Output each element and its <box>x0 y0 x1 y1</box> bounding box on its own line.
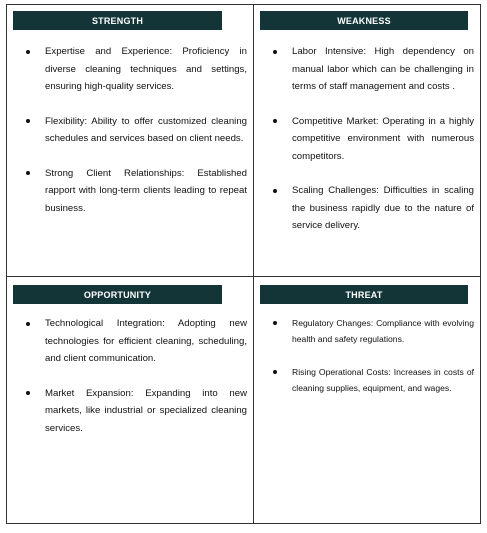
opportunity-header: OPPORTUNITY <box>13 285 222 304</box>
bullet-icon <box>273 321 277 325</box>
list-item-text: Market Expansion: Expanding into new markets, like industrial or specialized cleaning services. <box>45 387 247 434</box>
list-item <box>272 315 474 347</box>
bullet-icon <box>26 119 30 123</box>
list-item-text: Technological Integration: Adopting new technologies for efficient cleaning, scheduling, and client communication. <box>45 318 247 364</box>
weakness-quadrant <box>254 5 480 277</box>
weakness-header: WEAKNESS <box>260 11 468 30</box>
list-item-text: Competitive Market: Operating in a highly competitive environment with numerous competitors. <box>292 115 474 162</box>
bullet-icon <box>26 171 30 175</box>
list-item-text: Regulatory Changes: Compliance with evolving health and safety regulations. <box>292 318 474 344</box>
list-item-text: Flexibility: Ability to offer customized cleaning schedules and services based on client needs. <box>45 115 247 144</box>
list-item <box>272 182 474 235</box>
strength-quadrant <box>7 5 254 277</box>
list-item <box>272 364 474 396</box>
strength-list <box>25 43 247 234</box>
list-item-text: Expertise and Experience: Proficiency in diverse cleaning techniques and settings, ensuring high-quality services. <box>45 46 247 92</box>
threat-header: THREAT <box>260 285 468 304</box>
weakness-list <box>272 43 474 252</box>
bullet-icon <box>273 50 277 54</box>
list-item <box>25 165 247 218</box>
bullet-icon <box>273 370 277 374</box>
threat-quadrant <box>254 277 480 523</box>
bullet-icon <box>273 119 277 123</box>
list-item <box>25 385 247 438</box>
strength-header: STRENGTH <box>13 11 222 30</box>
bullet-icon <box>26 391 30 395</box>
opportunity-list <box>25 315 247 454</box>
list-item <box>272 113 474 166</box>
threat-list <box>272 315 474 413</box>
list-item-text: Strong Client Relationships: Established rapport with long-term clients leading to repeat business. <box>45 167 247 214</box>
list-item-text: Rising Operational Costs: Increases in costs of cleaning supplies, equipment, and wages. <box>292 367 474 393</box>
list-item <box>25 315 247 368</box>
swot-table <box>6 4 481 524</box>
bullet-icon <box>273 189 277 193</box>
list-item <box>25 113 247 148</box>
opportunity-quadrant <box>7 277 254 523</box>
bullet-icon <box>26 50 30 54</box>
list-item <box>272 43 474 96</box>
list-item <box>25 43 247 96</box>
list-item-text: Scaling Challenges: Difficulties in scaling the business rapidly due to the nature of service delivery. <box>292 185 474 231</box>
list-item-text: Labor Intensive: High dependency on manual labor which can be challenging in terms of staff management and costs . <box>292 46 474 92</box>
bullet-icon <box>26 322 30 326</box>
